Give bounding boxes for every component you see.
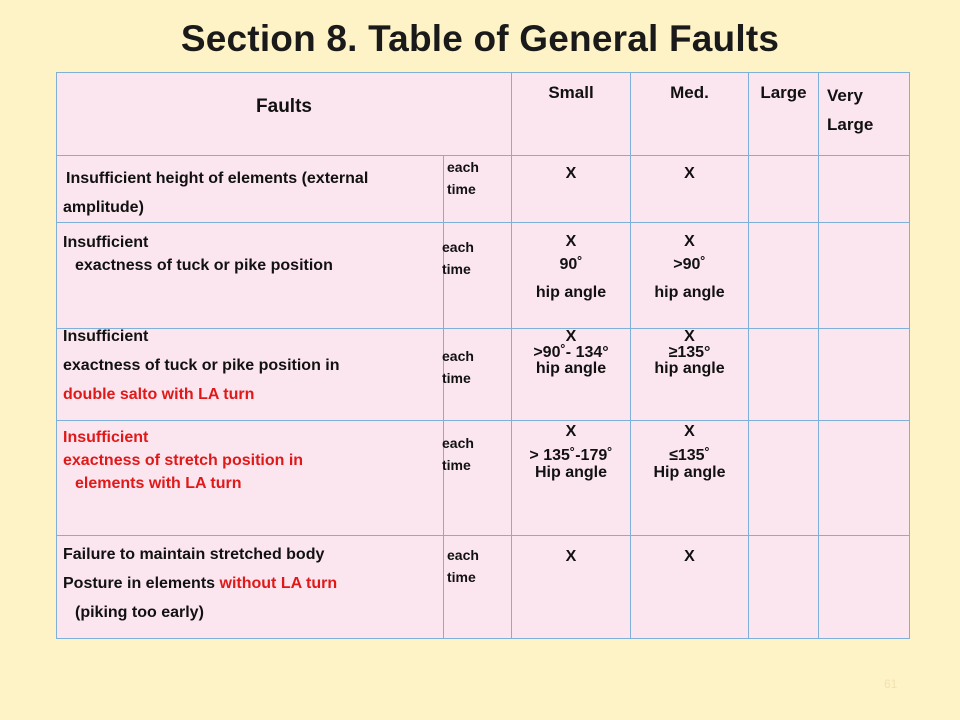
large-fault-cell — [749, 223, 819, 329]
small-fault-angle-label: Hip angle — [534, 464, 607, 481]
med-fault-cell — [631, 421, 749, 536]
fault-text-line: Insufficient — [63, 328, 149, 345]
very-large-fault-cell — [819, 329, 910, 421]
fault-text-segment: Posture in elements — [63, 575, 220, 592]
frequency-line: time — [442, 457, 471, 473]
page-title: Section 8. Table of General Faults — [180, 18, 780, 59]
frequency-line: each — [447, 547, 479, 563]
header-med-cell — [631, 73, 749, 156]
table-row — [57, 329, 910, 421]
fault-text-line: exactness of tuck or pike position — [75, 257, 333, 274]
small-fault-angle-label: hip angle — [535, 284, 607, 301]
large-fault-cell — [749, 536, 819, 639]
fault-text-line: double salto with LA turn — [63, 386, 255, 403]
header-very-large-line2: Large — [827, 115, 874, 134]
small-fault-angle-label: hip angle — [535, 360, 607, 377]
frequency-line: time — [442, 370, 471, 386]
general-faults-table — [56, 72, 910, 639]
fault-text-line: Insufficient — [63, 234, 149, 251]
small-fault-cell — [512, 156, 631, 223]
frequency-cell — [444, 156, 512, 223]
very-large-fault-cell — [819, 223, 910, 329]
med-fault-angle: >90˚ — [673, 256, 706, 273]
fault-text-line: Insufficient — [63, 429, 149, 446]
small-fault-mark: X — [565, 233, 577, 250]
fault-description-cell — [57, 223, 444, 329]
med-fault-cell — [631, 223, 749, 329]
med-fault-cell — [631, 156, 749, 223]
small-fault-mark: X — [565, 548, 577, 565]
header-very-large-cell — [819, 73, 910, 156]
very-large-fault-cell — [819, 536, 910, 639]
small-fault-mark: X — [565, 328, 577, 345]
large-fault-cell — [749, 421, 819, 536]
med-fault-mark: X — [684, 548, 695, 565]
med-fault-mark: X — [684, 165, 695, 182]
small-fault-mark: X — [565, 423, 577, 440]
small-fault-angle: >90˚- 134° — [533, 344, 609, 361]
small-fault-mark: X — [565, 165, 577, 182]
fault-text-line: Insufficient height of elements (external — [66, 170, 369, 187]
frequency-line: time — [442, 261, 471, 277]
fault-text-highlight: without LA turn — [219, 575, 338, 592]
small-fault-angle: 90˚ — [559, 256, 583, 273]
fault-description-cell — [57, 421, 444, 536]
fault-text-line: (piking too early) — [75, 604, 204, 621]
header-faults-cell — [57, 73, 512, 156]
header-faults-label: Faults — [256, 96, 312, 117]
table-header-row — [57, 73, 910, 156]
header-large-cell — [749, 73, 819, 156]
header-small-cell — [512, 73, 631, 156]
table-row — [57, 156, 910, 223]
frequency-cell — [444, 329, 512, 421]
fault-text-line: Failure to maintain stretched body — [63, 546, 325, 563]
table-row — [57, 536, 910, 639]
header-med-label: Med. — [670, 83, 709, 102]
frequency-line: time — [447, 181, 476, 197]
fault-text-line: amplitude) — [63, 199, 144, 216]
med-fault-cell — [631, 329, 749, 421]
frequency-line: each — [442, 239, 474, 255]
small-fault-cell — [512, 223, 631, 329]
med-fault-mark: X — [684, 233, 695, 250]
fault-text-line: elements with LA turn — [75, 475, 242, 492]
small-fault-cell — [512, 329, 631, 421]
frequency-line: each — [447, 159, 479, 175]
med-fault-angle: ≥135° — [668, 344, 711, 361]
frequency-line: time — [447, 569, 476, 585]
frequency-cell — [444, 421, 512, 536]
small-fault-angle: > 135˚-179˚ — [529, 447, 613, 464]
med-fault-mark: X — [684, 423, 695, 440]
med-fault-mark: X — [684, 328, 695, 345]
page-number: 61 — [884, 677, 898, 691]
fault-text-line: exactness of tuck or pike position in — [63, 357, 340, 374]
frequency-line: each — [442, 348, 474, 364]
frequency-line: each — [442, 435, 474, 451]
fault-description-cell — [57, 156, 444, 223]
header-small-label: Small — [548, 83, 594, 102]
header-very-large-line1: Very — [827, 86, 863, 105]
large-fault-cell — [749, 329, 819, 421]
table-row — [57, 421, 910, 536]
fault-text-line: exactness of stretch position in — [63, 452, 304, 469]
med-fault-angle-label: hip angle — [654, 284, 725, 301]
med-fault-cell — [631, 536, 749, 639]
header-large-label: Large — [760, 83, 807, 102]
small-fault-cell — [512, 421, 631, 536]
very-large-fault-cell — [819, 156, 910, 223]
fault-description-cell — [57, 329, 444, 421]
large-fault-cell — [749, 156, 819, 223]
very-large-fault-cell — [819, 421, 910, 536]
frequency-cell — [444, 536, 512, 639]
fault-description-cell — [57, 536, 444, 639]
frequency-cell — [444, 223, 512, 329]
small-fault-cell — [512, 536, 631, 639]
med-fault-angle: ≤135˚ — [669, 447, 710, 464]
med-fault-angle-label: Hip angle — [653, 464, 726, 481]
med-fault-angle-label: hip angle — [654, 360, 725, 377]
table-row — [57, 223, 910, 329]
